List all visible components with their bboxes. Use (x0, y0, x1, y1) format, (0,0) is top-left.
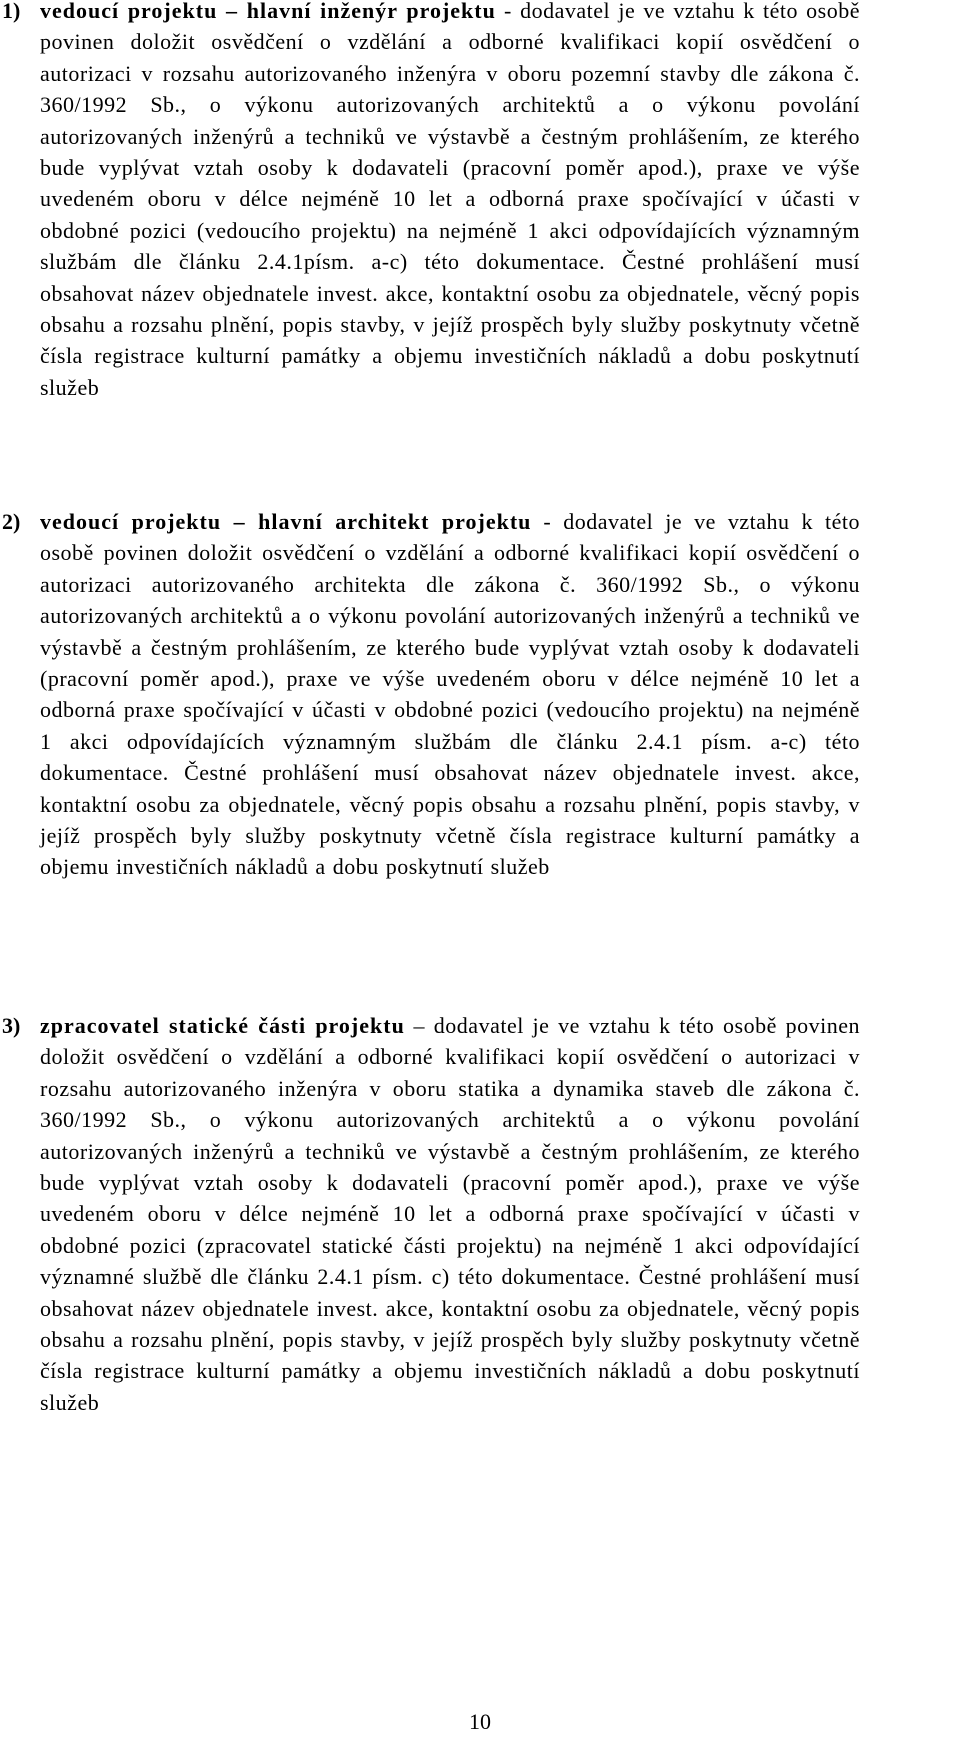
page-number: 10 (469, 1709, 491, 1734)
item-number: 2) (2, 509, 21, 534)
item-text: – dodavatel je ve vztahu k této osobě povinen doložit osvědčení o vzdělání a odborné kvalifikaci kopií osvědčení o autorizaci v rozsahu autorizovaného inženýra v oboru statika a dynamika staveb dle zákona č. 360/1992 Sb., o výkonu autorizovaných architektů a o výkonu povolání autorizovaných inženýrů a techniků ve výstavbě a čestným prohlášením, ze kterého bude vyplývat vztah osoby k dodavateli (pracovní poměr apod.), praxe ve výše uvedeném oboru v délce nejméně 10 let a odborná praxe spočívající v účasti v obdobné pozici (zpracovatel statické části projektu) na nejméně 1 akci odpovídající významné službě dle článku 2.4.1 písm. c) této dokumentace. Čestné prohlášení musí obsahovat název objednatele invest. akce, kontaktní osobu za objednatele, věcný popis obsahu a rozsahu plnění, popis stavby, v jejíž prospěch byly služby poskytnuty včetně čísla registrace kulturní památky a objemu investičních nákladů a dobu poskytnutí služeb (40, 1013, 860, 1415)
item-number: 1) (2, 0, 21, 23)
item-paragraph (40, 0, 860, 403)
item-text: - dodavatel je ve vztahu k této osobě povinen doložit osvědčení o vzdělání a odborné kvalifikaci kopií osvědčení o autorizaci autorizovaného architekta dle zákona č. 360/1992 Sb., o výkonu autorizovaných architektů a o výkonu povolání autorizovaných inženýrů a techniků ve výstavbě a čestným prohlášením, ze kterého bude vyplývat vztah osoby k dodavateli (pracovní poměr apod.), praxe ve výše uvedeném oboru v délce nejméně 10 let a odborná praxe spočívající v účasti v obdobné pozici (vedoucího projektu) na nejméně 1 akci odpovídajících významným službám dle článku 2.4.1 písm. a-c) této dokumentace. Čestné prohlášení musí obsahovat název objednatele invest. akce, kontaktní osobu za objednatele, věcný popis obsahu a rozsahu plnění, popis stavby, v jejíž prospěch byly služby poskytnuty včetně čísla registrace kulturní památky a objemu investičních nákladů a dobu poskytnutí služeb (40, 509, 860, 880)
item-paragraph (40, 506, 860, 883)
item-title: zpracovatel statické části projektu (40, 1013, 405, 1038)
item-text: - dodavatel je ve vztahu k této osobě povinen doložit osvědčení o vzdělání a odborné kvalifikaci kopií osvědčení o autorizaci v rozsahu autorizovaného inženýra v oboru pozemní stavby dle zákona č. 360/1992 Sb., o výkonu autorizovaných architektů a o výkonu povolání autorizovaných inženýrů a techniků ve výstavbě a čestným prohlášením, ze kterého bude vyplývat vztah osoby k dodavateli (pracovní poměr apod.), praxe ve výše uvedeném oboru v délce nejméně 10 let a odborná praxe spočívající v účasti v obdobné pozici (vedoucího projektu) na nejméně 1 akci odpovídajících významným službám dle článku 2.4.1písm. a-c) této dokumentace. Čestné prohlášení musí obsahovat název objednatele invest. akce, kontaktní osobu za objednatele, věcný popis obsahu a rozsahu plnění, popis stavby, v jejíž prospěch byly služby poskytnuty včetně čísla registrace kulturní památky a objemu investičních nákladů a dobu poskytnutí služeb (40, 0, 860, 400)
item-paragraph (40, 1010, 860, 1418)
item-title: vedoucí projektu – hlavní architekt projektu (40, 509, 532, 534)
item-number: 3) (2, 1013, 21, 1038)
item-title: vedoucí projektu – hlavní inženýr projektu (40, 0, 496, 23)
